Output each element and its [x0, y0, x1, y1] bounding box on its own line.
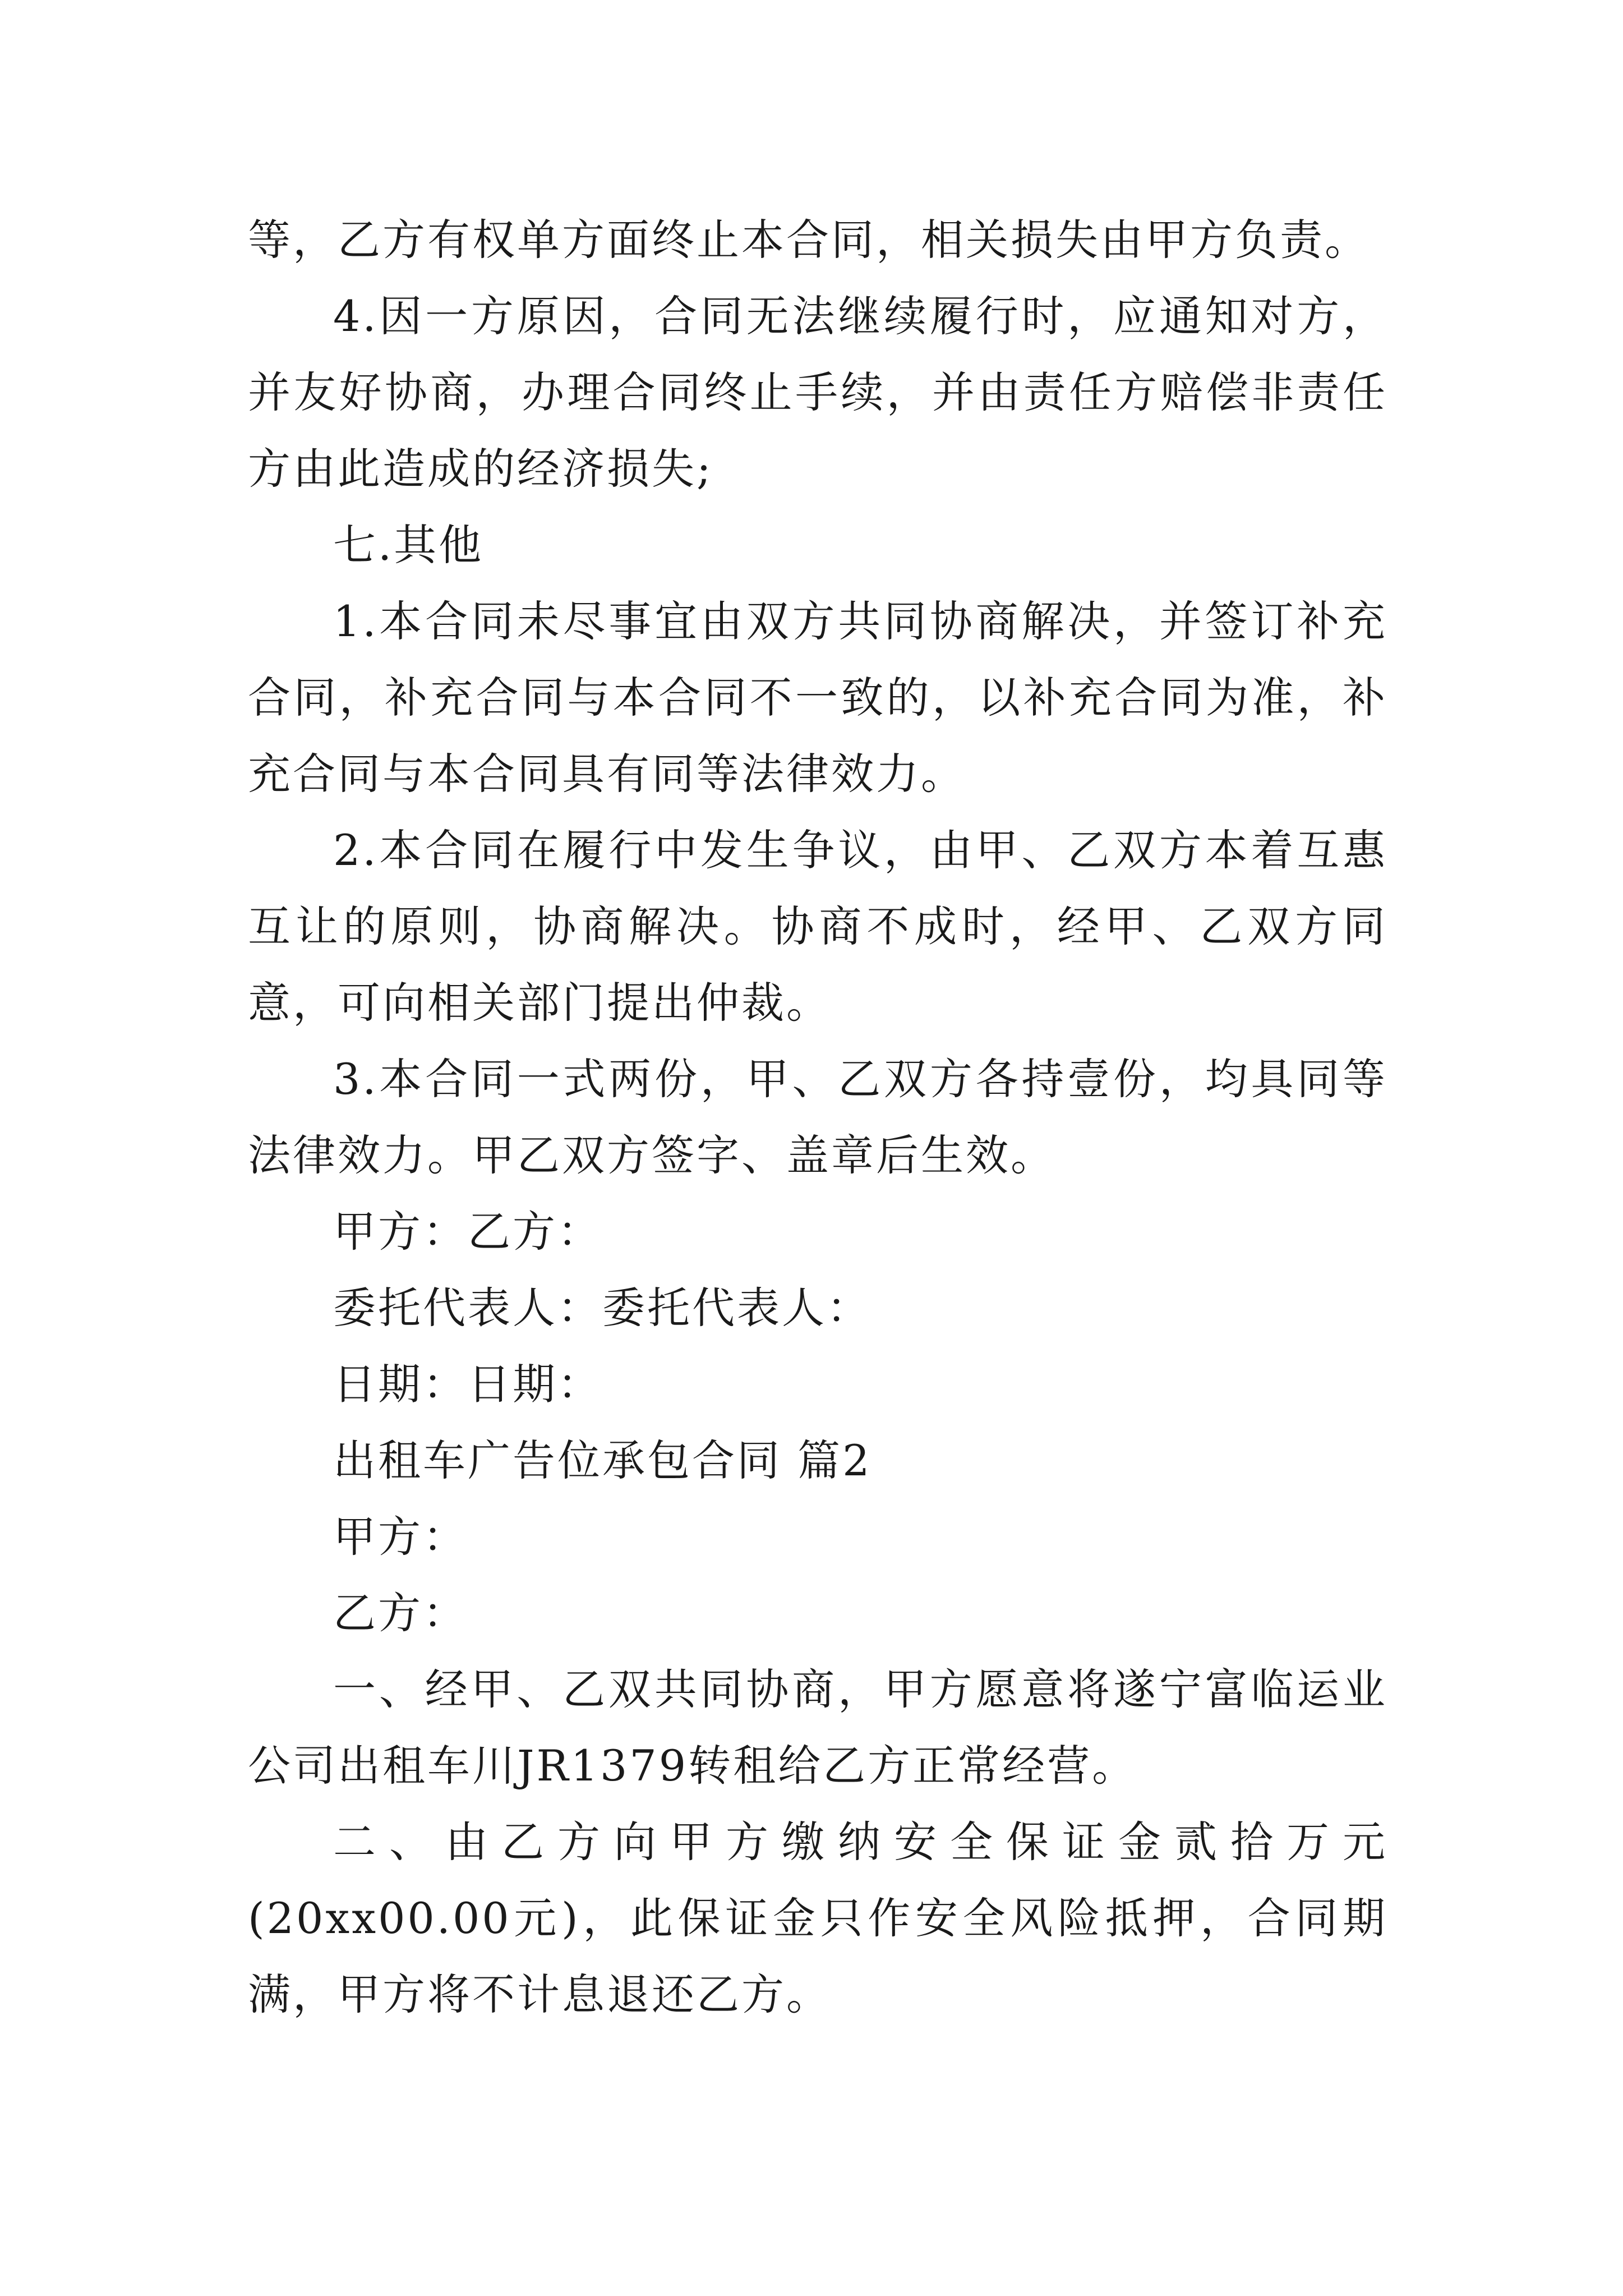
paragraph-clause-4: 4.因一方原因，合同无法继续履行时，应通知对方，并友好协商，办理合同终止手续，并由责任方赔偿非责任方由此造成的经济损失;: [248, 291, 1387, 494]
party-a-line: 甲方：: [333, 1512, 468, 1562]
document-body: [248, 202, 1387, 2033]
contract-title-2: 出租车广告位承包合同 篇2: [333, 1435, 872, 1485]
signature-representative-line: 委托代表人：委托代表人：: [333, 1283, 872, 1333]
section-heading-other: 七.其他: [333, 520, 484, 570]
paragraph-other-3: 3.本合同一式两份，甲、乙双方各持壹份，均具同等法律效力。甲乙双方签字、盖章后生效。: [248, 1054, 1387, 1180]
paragraph-continuation: 等，乙方有权单方面终止本合同，相关损失由甲方负责。: [248, 215, 1370, 265]
paragraph-other-2: 2.本合同在履行中发生争议，由甲、乙双方本着互惠互让的原则，协商解决。协商不成时，经甲、乙双方同意，可向相关部门提出仲裁。: [248, 825, 1387, 1028]
party-b-line: 乙方：: [333, 1588, 468, 1638]
paragraph-article-2: 二、由乙方向甲方缴纳安全保证金贰拾万元(20xx00.00元)，此保证金只作安全风险抵押，合同期满，甲方将不计息退还乙方。: [248, 1817, 1387, 2019]
paragraph-article-1: 一、经甲、乙双共同协商，甲方愿意将遂宁富临运业公司出租车川JR1379转租给乙方正常经营。: [248, 1664, 1387, 1791]
paragraph-other-1: 1.本合同未尽事宜由双方共同协商解决，并签订补充合同，补充合同与本合同不一致的，以补充合同为准，补充合同与本合同具有同等法律效力。: [248, 596, 1387, 799]
signature-date-line: 日期：日期：: [333, 1359, 602, 1409]
signature-party-line: 甲方：乙方：: [333, 1207, 602, 1257]
